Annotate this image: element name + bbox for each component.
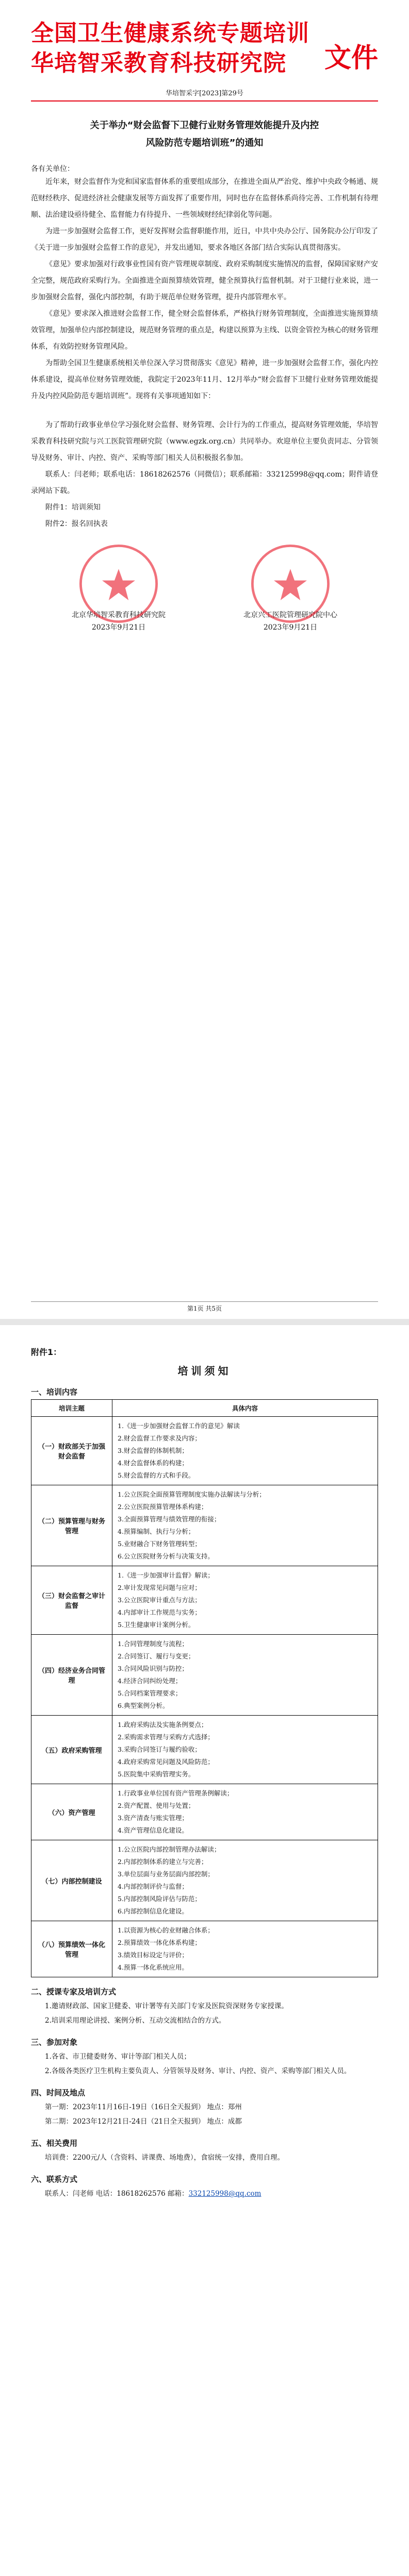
section-line: 2.培训采用理论讲授、案例分析、互动交流相结合的方式。: [45, 2016, 226, 2025]
table-header-topic: 培训主题: [31, 1400, 112, 1417]
content-item: 4.政府采购常见问题及风险防范；: [118, 1758, 214, 1766]
section-line: 1.各省、市卫健委财务、审计等部门相关人员；: [45, 2053, 191, 2061]
section-line: 第一期：2023年11月16日-19日（16日全天报到） 地点：郑州: [45, 2103, 242, 2111]
content-item: 3.公立医院审计重点与方法；: [118, 1596, 201, 1604]
section-heading: 一、培训内容: [31, 1387, 78, 1397]
table-row: [31, 1921, 378, 1977]
red-divider: [31, 100, 378, 101]
content-item: 3.合同风险识别与防控；: [118, 1665, 188, 1672]
salutation: 各有关单位：: [31, 165, 74, 173]
content-item: 5.财会监督的方式和手段。: [118, 1471, 195, 1479]
row-content: [112, 1784, 378, 1840]
row-content: [112, 1417, 378, 1485]
red-seal-icon: [77, 543, 160, 625]
signature-right: [208, 553, 373, 632]
content-item: 3.全面预算管理与绩效管理的衔接；: [118, 1515, 221, 1523]
page-footer: 第1页 共5页: [31, 1301, 378, 1313]
row-content: [112, 1716, 378, 1784]
table-row: [31, 1840, 378, 1921]
content-item: 2.资产配置、使用与处置；: [118, 1802, 195, 1809]
content-item: 2.采购需求管理与采购方式选择；: [118, 1733, 214, 1741]
paragraph: 联系人：闫老师；联系电话：18618262576（同微信）；联系邮箱：332125998@qq.com；附件请登录网站下载。: [31, 470, 378, 495]
row-topic: （三）财会监督之审计监督: [31, 1566, 112, 1635]
content-item: 4.内部控制评价与监督；: [118, 1883, 188, 1890]
row-content: [112, 1485, 378, 1566]
content-item: 1.政府采购法及实施条例要点；: [118, 1721, 208, 1728]
content-item: 2.合同签订、履行与变更；: [118, 1652, 195, 1660]
content-item: 3.绩效目标设定与评价；: [118, 1951, 188, 1959]
content-item: 3.财会监督的体制机制；: [118, 1447, 188, 1454]
signature-block: [31, 553, 378, 707]
section-line: 2.各级各类医疗卫生机构主要负责人、分管领导及财务、审计、内控、资产、采购等部门相关人员。: [45, 2067, 351, 2075]
attachment-1-line: 附件1：培训须知: [45, 503, 101, 512]
content-item: 4.资产管理信息化建设。: [118, 1826, 188, 1834]
table-row: [31, 1716, 378, 1784]
content-item: 4.内部审计工作规范与实务；: [118, 1608, 201, 1616]
attachment-title: 培训须知: [177, 1365, 232, 1377]
signature-org: 北京兴工医院管理研究院中心: [243, 611, 337, 619]
section-heading: 五、相关费用: [31, 2139, 78, 2148]
row-content: [112, 1840, 378, 1921]
content-item: 6.典型案例分析。: [118, 1702, 169, 1709]
row-topic: （六）资产管理: [31, 1784, 112, 1840]
contact-line: [31, 2187, 378, 2201]
paragraph: 《意见》要求深入推进财会监督工作，健全财会监督体系，严格执行财务管理制度，全面推进实施预算绩效管理，加强单位内部控制建设，规范财务管理的重点是，构建以预算为主线、以资金管控为核心的财务管理体系，有效防控财务管理风险。: [31, 310, 378, 351]
row-content: [112, 1635, 378, 1716]
row-topic: （八）预算绩效一体化管理: [31, 1921, 112, 1977]
content-item: 6.公立医院财务分析与决策支持。: [118, 1552, 214, 1560]
table-row: [31, 1485, 378, 1566]
content-item: 2.公立医院预算管理体系构建；: [118, 1503, 208, 1511]
table-row: [31, 1417, 378, 1485]
section-heading: 三、参加对象: [31, 2038, 78, 2047]
table-row: [31, 1784, 378, 1840]
page-2: [0, 1325, 409, 2576]
paragraph: 为进一步加强财会监督工作，更好发挥财会监督职能作用，近日，中共中央办公厅、国务院办公厅印发了《关于进一步加强财会监督工作的意见》，并发出通知，要求各地区各部门结合实际认真贯彻落实。: [31, 227, 378, 252]
content-item: 1.《进一步加强审计监督》解读；: [118, 1571, 214, 1579]
content-item: 5.业财融合下财务管理转型；: [118, 1540, 201, 1548]
notice-title-line-1: 关于举办“财会监督下卫健行业财务管理效能提升及内控: [90, 120, 319, 131]
row-topic: （二）预算管理与财务管理: [31, 1485, 112, 1566]
content-item: 4.预算一体化系统应用。: [118, 1963, 188, 1971]
document-number: 华培智采字[2023]第29号: [166, 90, 243, 97]
signature-date: 2023年9月21日: [263, 623, 318, 632]
section-heading: 二、授课专家及培训方式: [31, 1987, 117, 1996]
content-item: 1.以资源为核心的业财融合体系；: [118, 1926, 214, 1934]
table-header-content: 具体内容: [112, 1400, 378, 1417]
row-topic: （四）经济业务合同管理: [31, 1635, 112, 1716]
section-heading: 四、时间及地点: [31, 2088, 86, 2097]
content-item: 2.预算绩效一体化体系构建；: [118, 1939, 201, 1946]
content-item: 1.行政事业单位国有资产管理条例解读；: [118, 1789, 234, 1797]
row-content: [112, 1566, 378, 1635]
letterhead: [31, 19, 378, 84]
signature-left: [36, 553, 201, 632]
row-topic: （一）财政部关于加强财会监督: [31, 1417, 112, 1485]
content-item: 4.经济合同纠纷处理；: [118, 1677, 182, 1685]
training-content-table: [31, 1399, 378, 1977]
content-item: 2.财会监督工作要求及内容；: [118, 1434, 201, 1442]
content-item: 6.内部控制信息化建设。: [118, 1907, 188, 1915]
content-item: 2.审计发现常见问题与应对；: [118, 1584, 201, 1591]
notice-title: [31, 117, 378, 152]
section-line: 培训费：2200元/人（含资料、讲课费、场地费），食宿统一安排，费用自理。: [45, 2154, 285, 2162]
letterhead-line-1: 全国卫生健康系统专题培训: [31, 20, 309, 46]
table-row: [31, 1635, 378, 1716]
paragraph: 为帮助全国卫生健康系统相关单位深入学习贯彻落实《意见》精神，进一步加强财会监督工作，强化内控体系建设，提高单位财务管理效能，我院定于2023年11月、12月举办“财会监督下卫健行业财务管理效能提升及内控风险防范专题培训班”。现将有关事项通知如下：: [31, 359, 378, 400]
letterhead-suffix: 文件: [324, 43, 378, 74]
paragraph: 近年来，财会监督作为党和国家监督体系的重要组成部分，在推进全面从严治党、维护中央政令畅通、规范财经秩序、促进经济社会健康发展等方面发挥了重要作用，同时也存在监督体系尚待完善、工作机制有待理顺、法治建设亟待健全、监督能力有待提升、一些领域财经纪律弱化等问题。: [31, 178, 378, 219]
paragraph: 《意见》要求加强对行政事业性国有资产管理规章制度、政府采购制度实施情况的监督，保障国家财产安全完整，规范政府采购行为。全面推进全面预算绩效管理，健全预算执行监督机制。对于卫健行业来说，进一步加强财会监督，强化内部控制，有助于规范单位财务管理，提升内部管理水平。: [31, 260, 378, 301]
signature-org: 北京华培智采教育科技研究院: [72, 611, 166, 619]
table-row: [31, 1566, 378, 1635]
content-item: 3.资产清查与账实管理；: [118, 1814, 188, 1822]
paragraph: 为了帮助行政事业单位学习强化财会监督、财务管理、会计行为的工作重点，提高财务管理效能，华培智采教育科技研究院与兴工医院管理研究院（www.egzk.org.cn）共同举办。欢迎单位主要负责同志、分管领导及财务、审计、内控、资产、采购等部门相关人员积极报名参加。: [31, 421, 378, 462]
attachment-2-line: 附件2：报名回执表: [45, 520, 108, 528]
content-item: 4.预算编制、执行与分析；: [118, 1528, 195, 1535]
signature-date: 2023年9月21日: [91, 623, 146, 632]
content-item: 5.合同档案管理要求；: [118, 1689, 182, 1697]
content-item: 3.单位层面与业务层面内部控制；: [118, 1870, 214, 1878]
section-line: 1.邀请财政部、国家卫健委、审计署等有关部门专家及医院资深财务专家授课。: [45, 2002, 288, 2010]
content-item: 5.内部控制风险评估与防范；: [118, 1895, 201, 1903]
content-item: 2.内部控制体系的建立与完善；: [118, 1858, 208, 1866]
content-item: 5.卫生健康审计案例分析。: [118, 1621, 195, 1629]
content-item: 1.合同管理制度与流程；: [118, 1640, 188, 1648]
attachment-label: 附件1：: [31, 1347, 62, 1357]
row-topic: （七）内部控制建设: [31, 1840, 112, 1921]
red-seal-icon: [249, 543, 332, 625]
section-heading: 六、联系方式: [31, 2175, 78, 2184]
section-line: 第二期：2023年12月21日-24日（21日全天报到） 地点：成都: [45, 2117, 242, 2126]
content-item: 5.医院集中采购管理实务。: [118, 1770, 195, 1778]
content-item: 1.公立医院全面预算管理制度实施办法解读与分析；: [118, 1490, 266, 1498]
content-item: 1.公立医院内部控制管理办法解读；: [118, 1845, 221, 1853]
content-item: 4.财会监督体系的构建；: [118, 1459, 188, 1467]
row-content: [112, 1921, 378, 1977]
content-item: 3.采购合同签订与履约验收；: [118, 1745, 201, 1753]
letterhead-line-2: 华培智采教育科技研究院: [31, 50, 286, 76]
row-topic: （五）政府采购管理: [31, 1716, 112, 1784]
content-item: 1.《进一步加强财会监督工作的意见》解读: [118, 1422, 240, 1430]
notice-title-line-2: 风险防范专题培训班”的通知: [145, 138, 264, 148]
contact-text: 联系人：闫老师 电话：18618262576 邮箱：: [45, 2190, 189, 2198]
email-link[interactable]: 332125998@qq.com: [188, 2190, 261, 2198]
